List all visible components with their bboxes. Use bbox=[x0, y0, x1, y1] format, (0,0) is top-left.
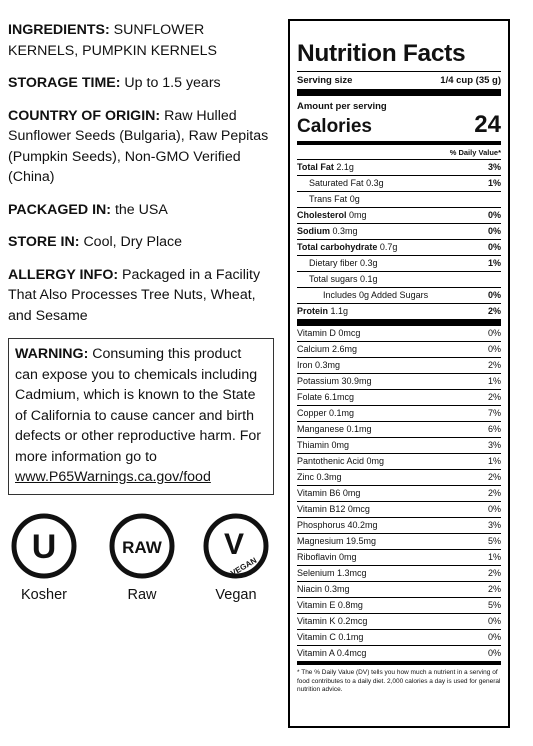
micronutrient-label: Vitamin D 0mcg bbox=[297, 328, 361, 338]
micronutrient-row bbox=[297, 549, 501, 565]
nutrient-daily-value: 0% bbox=[487, 210, 501, 220]
micronutrient-row bbox=[297, 341, 501, 357]
micronutrient-row bbox=[297, 645, 501, 661]
micronutrient-daily-value: 2% bbox=[487, 584, 501, 594]
micronutrient-row bbox=[297, 389, 501, 405]
nutrient-row bbox=[297, 207, 501, 223]
micronutrient-daily-value: 5% bbox=[487, 600, 501, 610]
vegan-icon bbox=[202, 512, 270, 580]
nutrient-label: Total carbohydrate 0.7g bbox=[297, 242, 398, 252]
micronutrient-row bbox=[297, 421, 501, 437]
micronutrient-daily-value: 2% bbox=[487, 392, 501, 402]
svg-text:RAW: RAW bbox=[122, 538, 162, 557]
kosher-icon bbox=[10, 512, 78, 580]
nutrient-label: Saturated Fat 0.3g bbox=[309, 178, 384, 188]
micronutrient-row bbox=[297, 533, 501, 549]
micronutrient-daily-value: 0% bbox=[487, 632, 501, 642]
micronutrient-label: Zinc 0.3mg bbox=[297, 472, 342, 482]
svg-text:U: U bbox=[31, 528, 57, 566]
nutrient-row bbox=[297, 271, 501, 287]
amount-per-serving: Amount per serving bbox=[297, 101, 387, 112]
micronutrient-row bbox=[297, 581, 501, 597]
micronutrient-daily-value: 3% bbox=[487, 520, 501, 530]
nutrient-daily-value: 2% bbox=[487, 306, 501, 316]
micronutrient-daily-value: 3% bbox=[487, 440, 501, 450]
country-of-origin-info: COUNTRY OF ORIGIN: Raw Hulled Sunflower Seeds (Bulgaria), Raw Pepitas (Pumpkin Seeds), Non-GMO Verified (China) bbox=[8, 107, 269, 185]
vegan-badge bbox=[200, 512, 272, 603]
nutrient-row bbox=[297, 223, 501, 239]
kosher-badge bbox=[8, 512, 80, 603]
macro-nutrient-list bbox=[297, 159, 501, 319]
micronutrient-label: Vitamin B6 0mg bbox=[297, 488, 361, 498]
p65-warnings-link[interactable]: www.P65Warnings.ca.gov/food bbox=[15, 469, 211, 485]
daily-value-footnote: * The % Daily Value (DV) tells you how much a nutrient in a serving of food contributes to a daily diet. 2,000 calories a day is used for general nutrition advice. bbox=[297, 669, 501, 693]
nutrient-row bbox=[297, 287, 501, 303]
micronutrient-label: Vitamin K 0.2mcg bbox=[297, 616, 368, 626]
micronutrient-label: Magnesium 19.5mg bbox=[297, 536, 377, 546]
micronutrient-label: Vitamin E 0.8mg bbox=[297, 600, 363, 610]
nutrition-facts-title: Nutrition Facts bbox=[297, 40, 466, 67]
micronutrient-row bbox=[297, 517, 501, 533]
micronutrient-label: Selenium 1.3mcg bbox=[297, 568, 367, 578]
nutrient-daily-value: 1% bbox=[487, 178, 501, 188]
nutrient-label: Cholesterol 0mg bbox=[297, 210, 367, 220]
kosher-label: Kosher bbox=[21, 587, 67, 603]
micronutrient-label: Riboflavin 0mg bbox=[297, 552, 357, 562]
product-info bbox=[8, 20, 278, 495]
micronutrient-daily-value: 2% bbox=[487, 488, 501, 498]
nutrient-label: Protein 1.1g bbox=[297, 306, 349, 316]
allergy-info: ALLERGY INFO: Packaged in a Facility That Also Processes Tree Nuts, Wheat, and Sesame bbox=[8, 266, 261, 324]
nutrient-daily-value: 0% bbox=[487, 242, 501, 252]
serving-size-row: Serving size 1/4 cup (35 g) bbox=[297, 75, 501, 86]
nutrient-label: Includes 0g Added Sugars bbox=[323, 290, 429, 300]
micronutrient-label: Iron 0.3mg bbox=[297, 360, 341, 370]
warning-text: Consuming this product can expose you to chemicals including Cadmium, which is known to the State of California to cause cancer and birth defects or other reproductive harm. For more information go to bbox=[15, 346, 262, 465]
nutrient-row bbox=[297, 303, 501, 319]
micronutrient-daily-value: 7% bbox=[487, 408, 501, 418]
nutrient-daily-value: 3% bbox=[487, 162, 501, 172]
micronutrient-daily-value: 0% bbox=[487, 328, 501, 338]
nutrient-daily-value: 0% bbox=[487, 226, 501, 236]
micronutrient-row bbox=[297, 613, 501, 629]
micronutrient-daily-value: 5% bbox=[487, 536, 501, 546]
micronutrient-row bbox=[297, 597, 501, 613]
store-in-info: STORE IN: Cool, Dry Place bbox=[8, 234, 182, 250]
svg-text:V: V bbox=[223, 528, 245, 561]
nutrition-facts-panel bbox=[288, 19, 510, 728]
micronutrient-label: Vitamin C 0.1mg bbox=[297, 632, 364, 642]
micro-nutrient-list bbox=[297, 326, 501, 661]
micronutrient-row bbox=[297, 485, 501, 501]
micronutrient-row bbox=[297, 453, 501, 469]
micronutrient-daily-value: 0% bbox=[487, 648, 501, 658]
micronutrient-label: Copper 0.1mg bbox=[297, 408, 355, 418]
micronutrient-daily-value: 1% bbox=[487, 376, 501, 386]
micronutrient-row bbox=[297, 565, 501, 581]
daily-value-header: % Daily Value* bbox=[449, 148, 501, 157]
nutrient-row bbox=[297, 175, 501, 191]
nutrient-daily-value: 0% bbox=[487, 290, 501, 300]
micronutrient-daily-value: 1% bbox=[487, 456, 501, 466]
raw-label: Raw bbox=[127, 587, 157, 603]
nutrient-label: Trans Fat 0g bbox=[309, 194, 360, 204]
nutrient-label: Total sugars 0.1g bbox=[309, 274, 378, 284]
storage-time-info: STORAGE TIME: Up to 1.5 years bbox=[8, 75, 221, 91]
vegan-label: Vegan bbox=[215, 587, 257, 603]
packaged-in-info: PACKAGED IN: the USA bbox=[8, 201, 168, 218]
micronutrient-label: Vitamin A 0.4mcg bbox=[297, 648, 367, 658]
prop65-warning-box bbox=[8, 338, 274, 495]
micronutrient-daily-value: 2% bbox=[487, 568, 501, 578]
micronutrient-row bbox=[297, 501, 501, 517]
nutrient-label: Sodium 0.3mg bbox=[297, 226, 358, 236]
warning-label: WARNING: bbox=[15, 346, 89, 362]
ingredients-info: INGREDIENTS: SUNFLOWER KERNELS, PUMPKIN KERNELS bbox=[8, 22, 217, 59]
micronutrient-row bbox=[297, 629, 501, 645]
svg-text:VEGAN: VEGAN bbox=[229, 555, 259, 578]
raw-icon bbox=[108, 512, 176, 580]
micronutrient-label: Pantothenic Acid 0mg bbox=[297, 456, 385, 466]
micronutrient-label: Manganese 0.1mg bbox=[297, 424, 372, 434]
micronutrient-row bbox=[297, 405, 501, 421]
micronutrient-row bbox=[297, 437, 501, 453]
micronutrient-label: Potassium 30.9mg bbox=[297, 376, 372, 386]
micronutrient-daily-value: 0% bbox=[487, 344, 501, 354]
micronutrient-label: Folate 6.1mcg bbox=[297, 392, 355, 402]
micronutrient-label: Calcium 2.6mg bbox=[297, 344, 358, 354]
micronutrient-label: Thiamin 0mg bbox=[297, 440, 350, 450]
micronutrient-row bbox=[297, 357, 501, 373]
nutrient-row bbox=[297, 159, 501, 175]
micronutrient-daily-value: 0% bbox=[487, 504, 501, 514]
micronutrient-label: Phosphorus 40.2mg bbox=[297, 520, 378, 530]
calories-row: Calories 24 bbox=[297, 111, 501, 138]
nutrient-row bbox=[297, 239, 501, 255]
nutrient-row bbox=[297, 255, 501, 271]
nutrient-label: Dietary fiber 0.3g bbox=[309, 258, 378, 268]
nutrient-label: Total Fat 2.1g bbox=[297, 162, 354, 172]
micronutrient-daily-value: 0% bbox=[487, 616, 501, 626]
micronutrient-row bbox=[297, 326, 501, 341]
micronutrient-daily-value: 1% bbox=[487, 552, 501, 562]
micronutrient-daily-value: 2% bbox=[487, 360, 501, 370]
micronutrient-label: Niacin 0.3mg bbox=[297, 584, 350, 594]
micronutrient-label: Vitamin B12 0mcg bbox=[297, 504, 370, 514]
micronutrient-daily-value: 2% bbox=[487, 472, 501, 482]
nutrient-row bbox=[297, 191, 501, 207]
nutrient-daily-value: 1% bbox=[487, 258, 501, 268]
raw-badge bbox=[106, 512, 178, 603]
micronutrient-row bbox=[297, 373, 501, 389]
micronutrient-daily-value: 6% bbox=[487, 424, 501, 434]
micronutrient-row bbox=[297, 469, 501, 485]
